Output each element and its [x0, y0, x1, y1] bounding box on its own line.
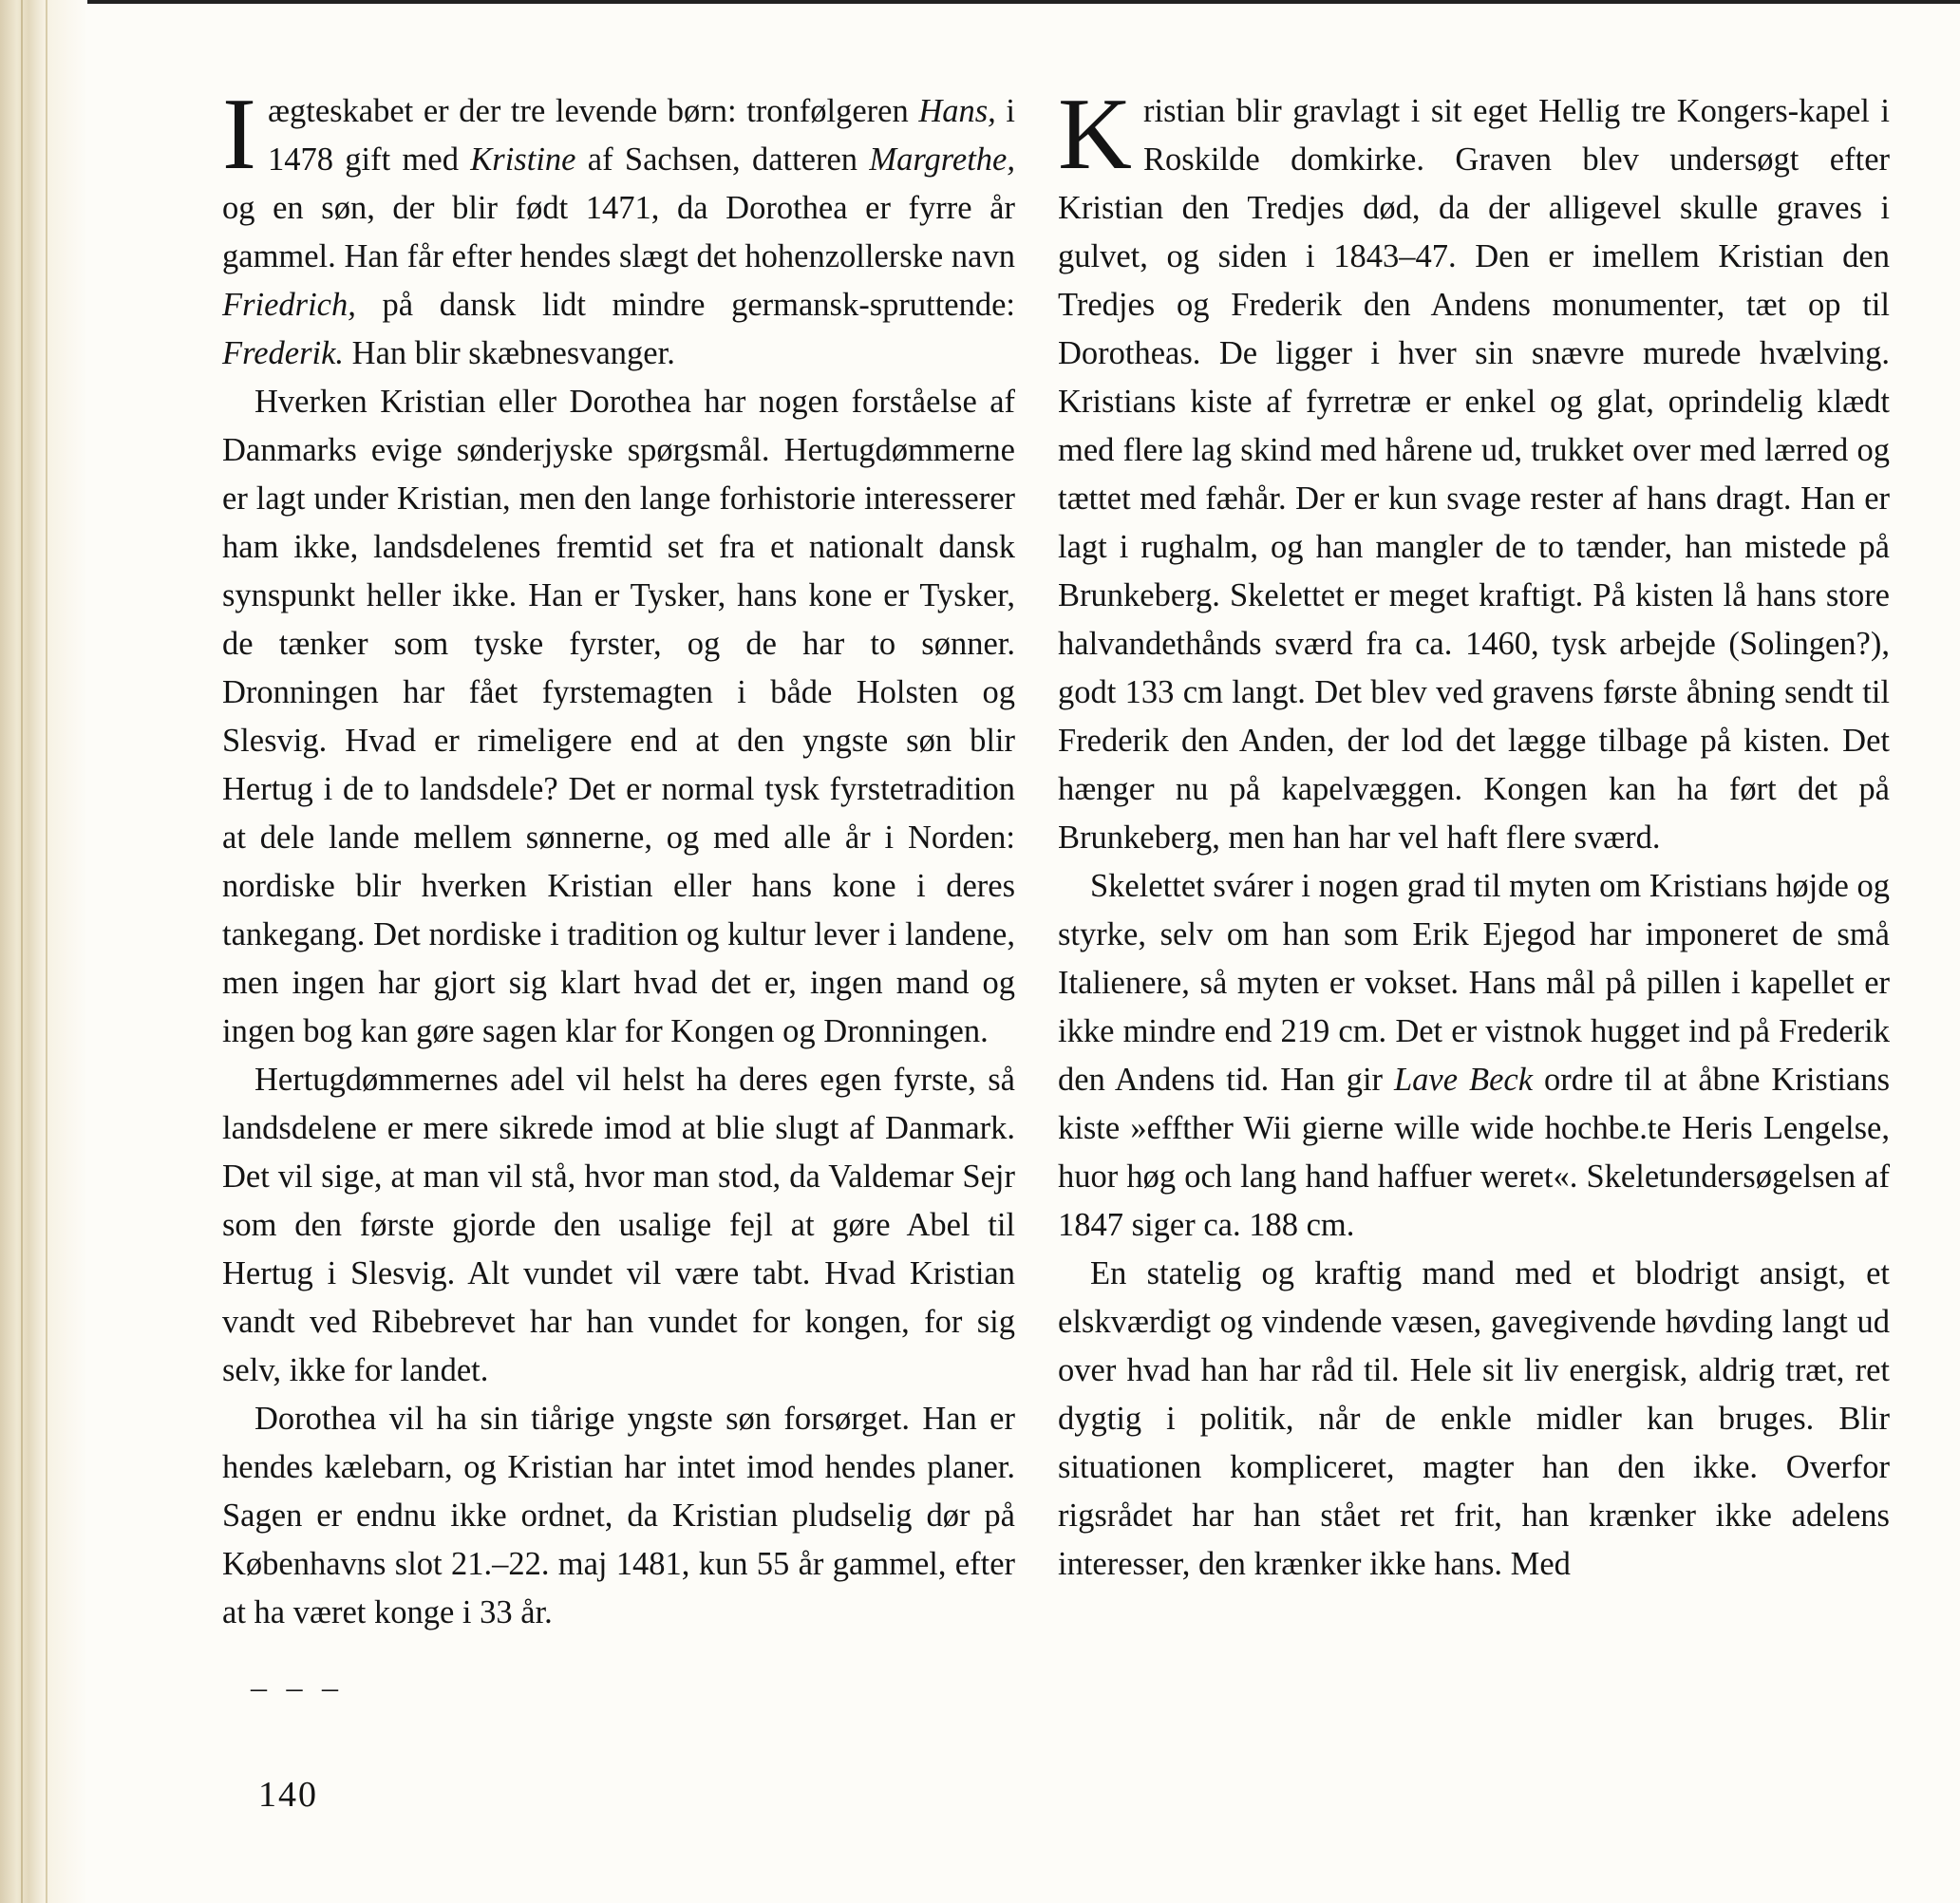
- paragraph-6: Skelettet svárer i nogen grad til myten om Kristians højde og styrke, selv om han som Erik Ejegod har imponeret de små Italienere, så myten er vokset. Hans mål på pillen i kapellet er ikke mindre end 219 cm. Det er vistnok hugget ind på Frederik den Andens tid. Han gir Lave Beck ordre til at åbne Kristians kiste »effther Wii gierne wille wide hochbe.te Heris Lengelse, huor høg och lang hand haffuer weret«. Skeletundersøgelsen af 1847 siger ca. 188 cm.: [1058, 868, 1890, 1243]
- paragraph-5: Kristian blir gravlagt i sit eget Hellig tre Kongers-kapel i Roskilde domkirke. Graven blev undersøgt efter Kristian den Tredjes død, da der alligevel skulle graves i gulvet, og siden i 1843–47. Den er imellem Kristian den Tredjes og Frederik den Andens monumenter, tæt op til Dorotheas. De ligger i hver sin snævre murede hvælving. Kristians kiste af fyrretræ er enkel og glat, oprindelig klædt med flere lag skind med hårene ud, trukket over med lærred og tættet med fæhår. Der er kun svage rester af hans dragt. Han er lagt i rughalm, og han mangler de to tænder, han mistede på Brunkeberg. Skelettet er meget kraftigt. På kisten lå hans store halvandethånds sværd fra ca. 1460, tysk arbejde (Solingen?), godt 133 cm langt. Det blev ved gravens første åbning sendt til Frederik den Anden, der lod det lægge tilbage på kisten. Det hænger nu på kapelvæggen. Kongen kan ha ført det på Brunkeberg, men han har vel haft flere sværd.: [1058, 78, 1890, 856]
- paragraph-4: Dorothea vil ha sin tiårige yngste søn forsørget. Han er hendes kælebarn, og Kristian har intet imod hendes planer. Sagen er endnu ikke ordnet, da Kristian pludselig dør på Københavns slot 21.–22. maj 1481, kun 55 år gammel, efter at ha været konge i 33 år.: [222, 1401, 1015, 1630]
- top-edge-line: [0, 0, 1960, 4]
- right-text-column: [1058, 78, 1890, 1589]
- italic-name: Kristine: [470, 141, 576, 178]
- dropcap-letter: K: [1058, 78, 1132, 191]
- page-number: 140: [258, 1775, 318, 1815]
- dropcap-letter: I: [222, 78, 256, 191]
- italic-name: Frederik.: [222, 335, 345, 371]
- left-text-column: [222, 78, 1015, 1712]
- italic-name: Friedrich,: [222, 287, 356, 323]
- italic-name: Lave Beck: [1393, 1062, 1534, 1098]
- paragraph-1: Iægteskabet er der tre levende børn: tronfølgeren Hans, i 1478 gift med Kristine af Sachsen, datteren Margrethe, og en søn, der blir født 1471, da Dorothea er fyrre år gammel. Han får efter hendes slægt det hohenzollerske navn Friedrich, på dansk lidt mindre germansk-spruttende: Frederik. Han blir skæbnesvanger.: [222, 78, 1015, 371]
- section-divider: – – –: [251, 1670, 344, 1705]
- page-edge-line: [46, 0, 47, 1903]
- paragraph-3: Hertugdømmernes adel vil helst ha deres egen fyrste, så landsdelene er mere sikrede imod at blie slugt af Danmark. Det vil sige, at man vil stå, hvor man stod, da Valdemar Sejr som den første gjorde den usalige fejl at gøre Abel til Hertug i Slesvig. Alt vundet vil være tabt. Hvad Kristian vandt ved Ribebrevet har han vundet for kongen, for sig selv, ikke for landet.: [222, 1062, 1015, 1388]
- page-stack-edge: [0, 0, 87, 1903]
- italic-name: Margrethe,: [869, 141, 1015, 178]
- page-edge-line: [21, 0, 23, 1903]
- paragraph-2: Hverken Kristian eller Dorothea har nogen forståelse af Danmarks evige sønderjyske spørgsmål. Hertugdømmerne er lagt under Kristian, men den lange forhistorie interesserer ham ikke, landsdelenes fremtid set fra et nationalt dansk synspunkt heller ikke. Han er Tysker, hans kone er Tysker, de tænker som tyske fyrster, og de har to sønner. Dronningen har fået fyrstemagten i både Holsten og Slesvig. Hvad er rimeligere end at den yngste søn blir Hertug i de to landsdele? Det er normal tysk fyrstetradition at dele lande mellem sønnerne, og med alle år i Norden: nordiske blir hverken Kristian eller hans kone i deres tankegang. Det nordiske i tradition og kultur lever i landene, men ingen har gjort sig klart hvad det er, ingen mand og ingen bog kan gøre sagen klar for Kongen og Dronningen.: [222, 384, 1015, 1049]
- paragraph-7: En statelig og kraftig mand med et blodrigt ansigt, et elskværdigt og vindende væsen, gavegivende høvding langt ud over hvad han har råd til. Hele sit liv energisk, aldrig træt, ret dygtig i politik, når de enkle midler kan bruges. Blir situationen kompliceret, magter han den ikke. Overfor rigsrådet har han stået ret frit, han krænker ikke adelens interesser, den krænker ikke hans. Med: [1058, 1255, 1890, 1582]
- italic-name: Hans,: [918, 93, 996, 129]
